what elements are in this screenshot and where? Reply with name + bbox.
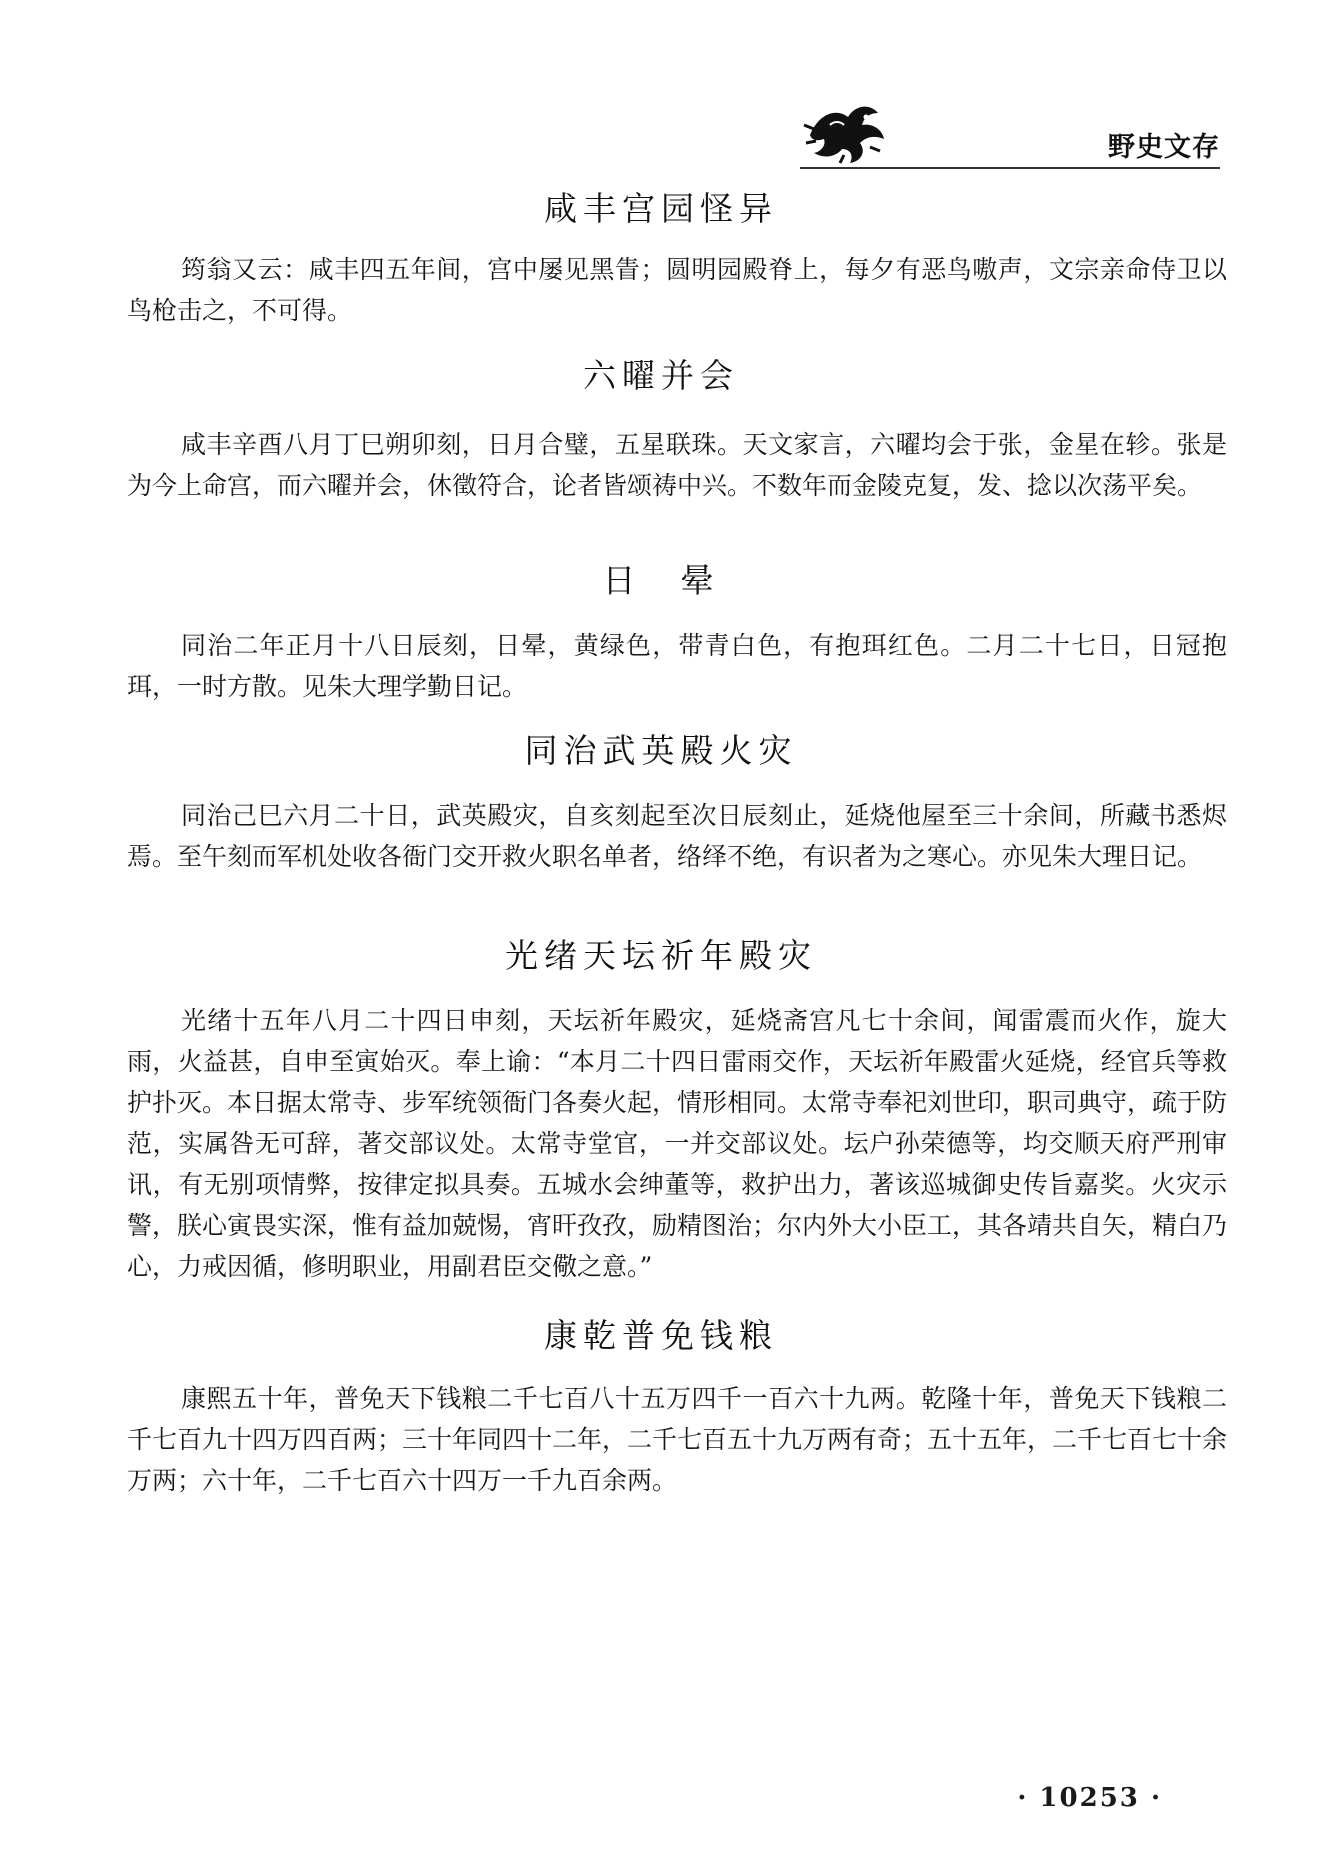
article-5 [0, 930, 1322, 1281]
page-number: · 10253 · [1017, 1783, 1162, 1813]
article-6 [0, 1310, 1322, 1495]
article-body: 咸丰辛酉八月丁巳朔卯刻，日月合璧，五星联珠。天文家言，六曜均会于张，金星在轸。张是为今上命宫，而六曜并会，休徵符合，论者皆颂祷中兴。不数年而金陵克复，发、捻以次荡平矣。 [127, 430, 1227, 500]
article-body: 同治己巳六月二十日，武英殿灾，自亥刻起至次日辰刻止，延烧他屋至三十余间，所藏书悉烬焉。至午刻而军机处收各衙门交开救火职名单者，络绎不绝，有识者为之寒心。亦见朱大理日记。 [127, 801, 1227, 871]
article-2 [0, 350, 1322, 500]
page-header [800, 95, 1225, 175]
article-title: 光绪天坛祈年殿灾 [505, 936, 817, 975]
article-4 [0, 725, 1322, 871]
series-title: 野史文存 [1108, 132, 1220, 163]
article-title: 咸丰宫园怪异 [544, 189, 778, 228]
article-body: 光绪十五年八月二十四日申刻，天坛祈年殿灾，延烧斋宫凡七十余间，闻雷震而火作，旋大雨，火益甚，自申至寅始灭。奉上谕：“本月二十四日雷雨交作，天坛祈年殿雷火延烧，经官兵等救护扑灭。本日据太常寺、步军统领衙门各奏火起，情形相同。太常寺奉祀刘世印，职司典守，疏于防范，实属咎无可辞，著交部议处。太常寺堂官，一并交部议处。坛户孙荣德等，均交顺天府严刑审讯，有无别项情弊，按律定拟具奏。五城水会绅董等，救护出力，著该巡城御史传旨嘉奖。火灾示警，朕心寅畏实深，惟有益加兢惕，宵旰孜孜，励精图治；尔内外大小臣工，其各靖共自矢，精白乃心，力戒因循，修明职业，用副君臣交儆之意。” [127, 1006, 1228, 1281]
article-3 [0, 555, 1322, 701]
article-body: 同治二年正月十八日辰刻，日晕，黄绿色，带青白色，有抱珥红色。二月二十七日，日冠抱珥，一时方散。见朱大理学勤日记。 [127, 631, 1227, 701]
article-title: 同治武英殿火灾 [524, 731, 798, 770]
article-title: 日 晕 [602, 561, 720, 600]
article-body: 筠翁又云：咸丰四五年间，宫中屡见黑眚；圆明园殿脊上，每夕有恶鸟嗷声，文宗亲命侍卫以鸟枪击之，不可得。 [127, 255, 1227, 325]
article-title: 康乾普免钱粮 [544, 1316, 778, 1355]
article-title: 六曜并会 [583, 356, 739, 395]
article-body: 康熙五十年，普免天下钱粮二千七百八十五万四千一百六十九两。乾隆十年，普免天下钱粮二千七百九十四万四百两；三十年同四十二年，二千七百五十九万两有奇；五十五年，二千七百七十余万两；六十年，二千七百六十四万一千九百余两。 [127, 1384, 1228, 1495]
article-1 [0, 183, 1322, 325]
header-rule [800, 167, 1220, 169]
dragon-icon [800, 95, 890, 167]
